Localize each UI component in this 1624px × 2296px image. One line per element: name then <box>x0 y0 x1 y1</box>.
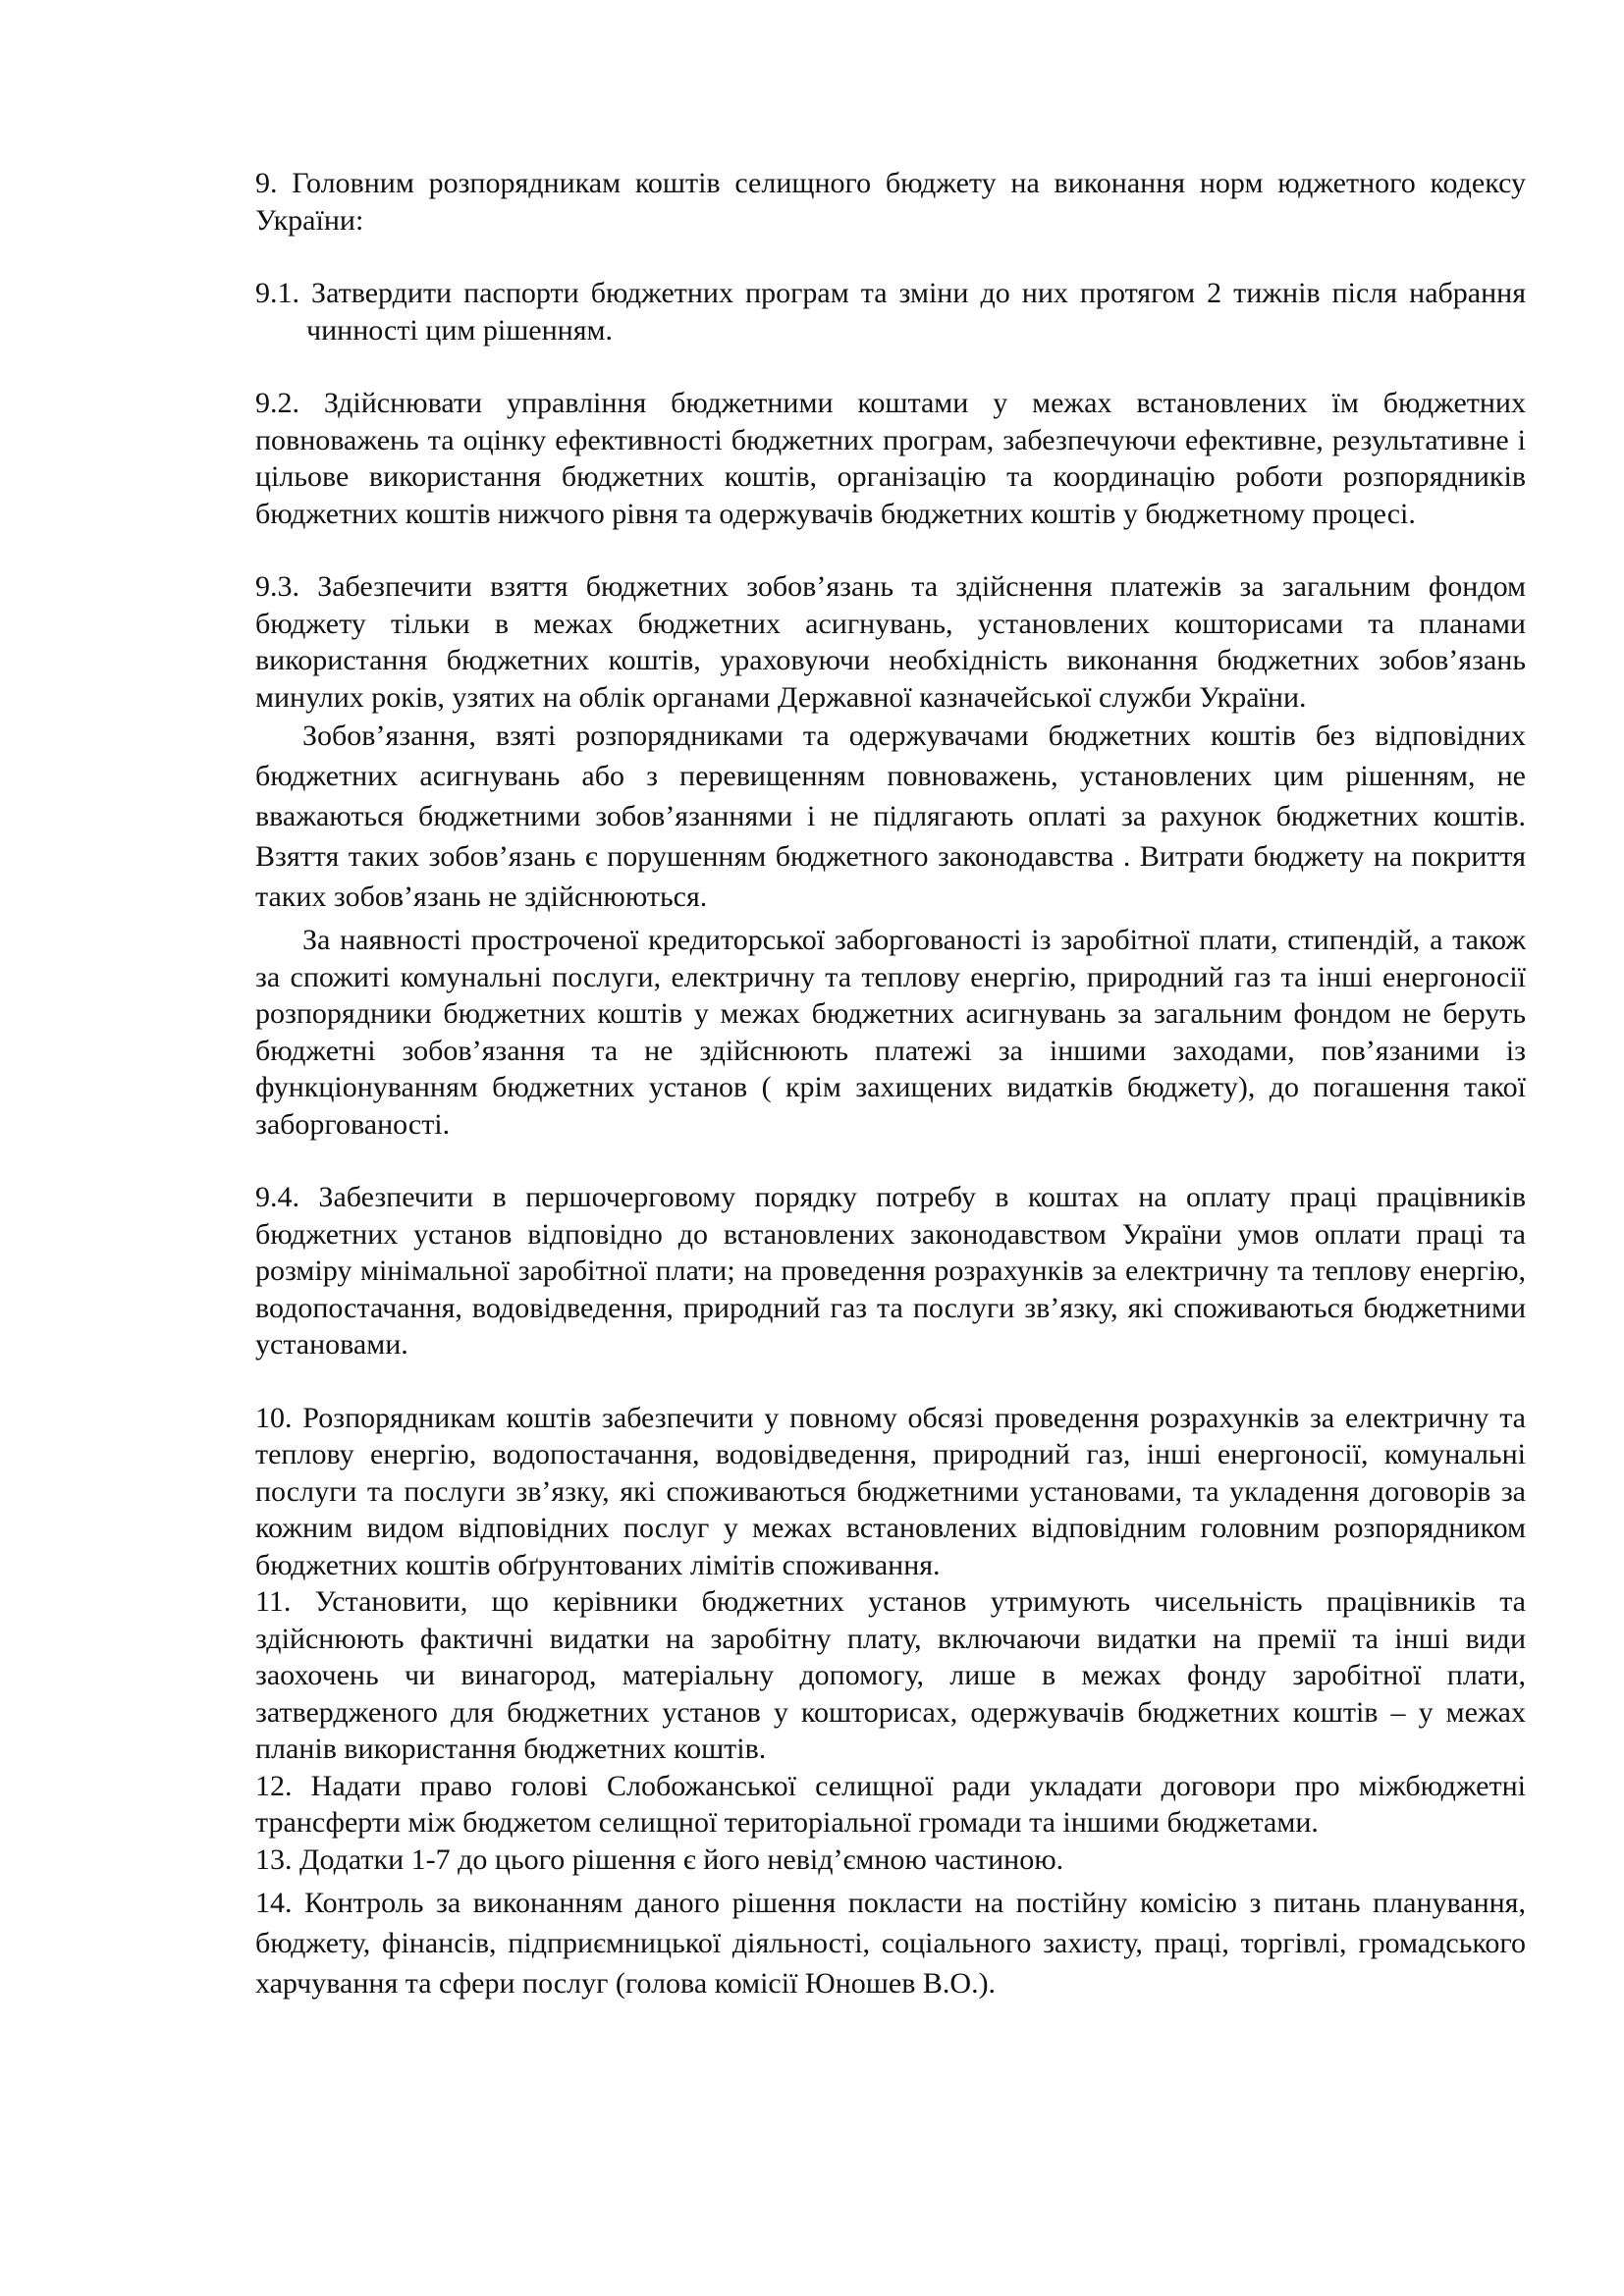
paragraph-9-1: 9.1. Затвердити паспорти бюджетних програм та зміни до них протягом 2 тижнів після набрання чинності цим рішенням. <box>255 277 1526 347</box>
paragraph-13: 13. Додатки 1-7 до цього рішення є його невід’ємною частиною. <box>255 1842 1064 1876</box>
paragraph-obligations: Зобов’язання, взяті розпорядниками та одержувачами бюджетних коштів без відповідних бюджетних асигнувань або з перевищенням повноважень, установлених цим рішенням, не вважаються бюджетними зобов’язаннями і не підлягають оплаті за рахунок бюджетних коштів. Взяття таких зобов’язань є порушенням бюджетного законодавства . Витрати бюджету на покриття таких зобов’язань не здійснюються. <box>255 720 1526 913</box>
paragraph-9-4: 9.4. Забезпечити в першочерговому порядку потребу в коштах на оплату праці працівників бюджетних установ відповідно до встановлених законодавством України умов оплати праці та розміру мінімальної заробітної плати; на проведення розрахунків за електричну та теплову енергію, водопостачання, водовідведення, природний газ та послуги зв’язку, які споживаються бюджетними установами. <box>255 1181 1526 1361</box>
paragraph-10: 10. Розпорядникам коштів забезпечити у повному обсязі проведення розрахунків за електричну та теплову енергію, водопостачання, водовідведення, природний газ, інші енергоносії, комунальні послуги та послуги зв’язку, які споживаються бюджетними установами, та укладення договорів за кожним видом відповідних послуг у межах встановлених відповідним головним розпорядником бюджетних коштів обґрунтованих лімітів споживання. <box>255 1401 1526 1581</box>
paragraph-9-3: 9.3. Забезпечити взяття бюджетних зобов’язань та здійснення платежів за загальним фондом бюджету тільки в межах бюджетних асигнувань, установлених кошторисами та планами використання бюджетних коштів, ураховуючи необхідність виконання бюджетних зобов’язань минулих років, узятих на облік органами Державної казначейської служби України. <box>255 570 1526 714</box>
paragraph-9-2: 9.2. Здійснювати управління бюджетними коштами у межах встановлених їм бюджетних повноважень та оцінку ефективності бюджетних програм, забезпечуючи ефективне, результативне і цільове використання бюджетних коштів, організацію та координацію роботи розпорядників бюджетних коштів нижчого рівня та одержувачів бюджетних коштів у бюджетному процесі. <box>255 387 1526 530</box>
paragraph-11: 11. Установити, що керівники бюджетних установ утримують чисельність працівників та здійснюють фактичні видатки на заробітну плату, включаючи видатки на премії та інші види заохочень чи винагород, матеріальну допомогу, лише в межах фонду заробітної плати, затвердженого для бюджетних установ у кошторисах, одержувачів бюджетних коштів – у межах планів використання бюджетних коштів. <box>255 1585 1526 1765</box>
paragraph-12: 12. Надати право голові Слобожанської селищної ради укладати договори про міжбюджетні трансферти між бюджетом селищної територіальної громади та іншими бюджетами. <box>255 1769 1526 1839</box>
paragraph-14: 14. Контроль за виконанням даного рішення покласти на постійну комісію з питань планування, бюджету, фінансів, підприємницької діяльності, соціального захисту, праці, торгівлі, громадського харчування та сфери послуг (голова комісії Юношев В.О.). <box>255 1887 1526 2000</box>
paragraph-9: 9. Головним розпорядникам коштів селищного бюджету на виконання норм юджетного кодексу України: <box>255 167 1526 237</box>
document-page <box>255 165 1526 2003</box>
paragraph-arrears: За наявності простроченої кредиторської заборгованості із заробітної плати, стипендій, а також за спожиті комунальні послуги, електричну та теплову енергію, природний газ та інші енергоносії розпорядники бюджетних коштів у межах бюджетних асигнувань за загальним фондом не беруть бюджетні зобов’язання та не здійснюють платежі за іншими заходами, пов’язаними із функціонуванням бюджетних установ ( крім захищених видатків бюджету), до погашення такої заборгованості. <box>255 924 1526 1141</box>
